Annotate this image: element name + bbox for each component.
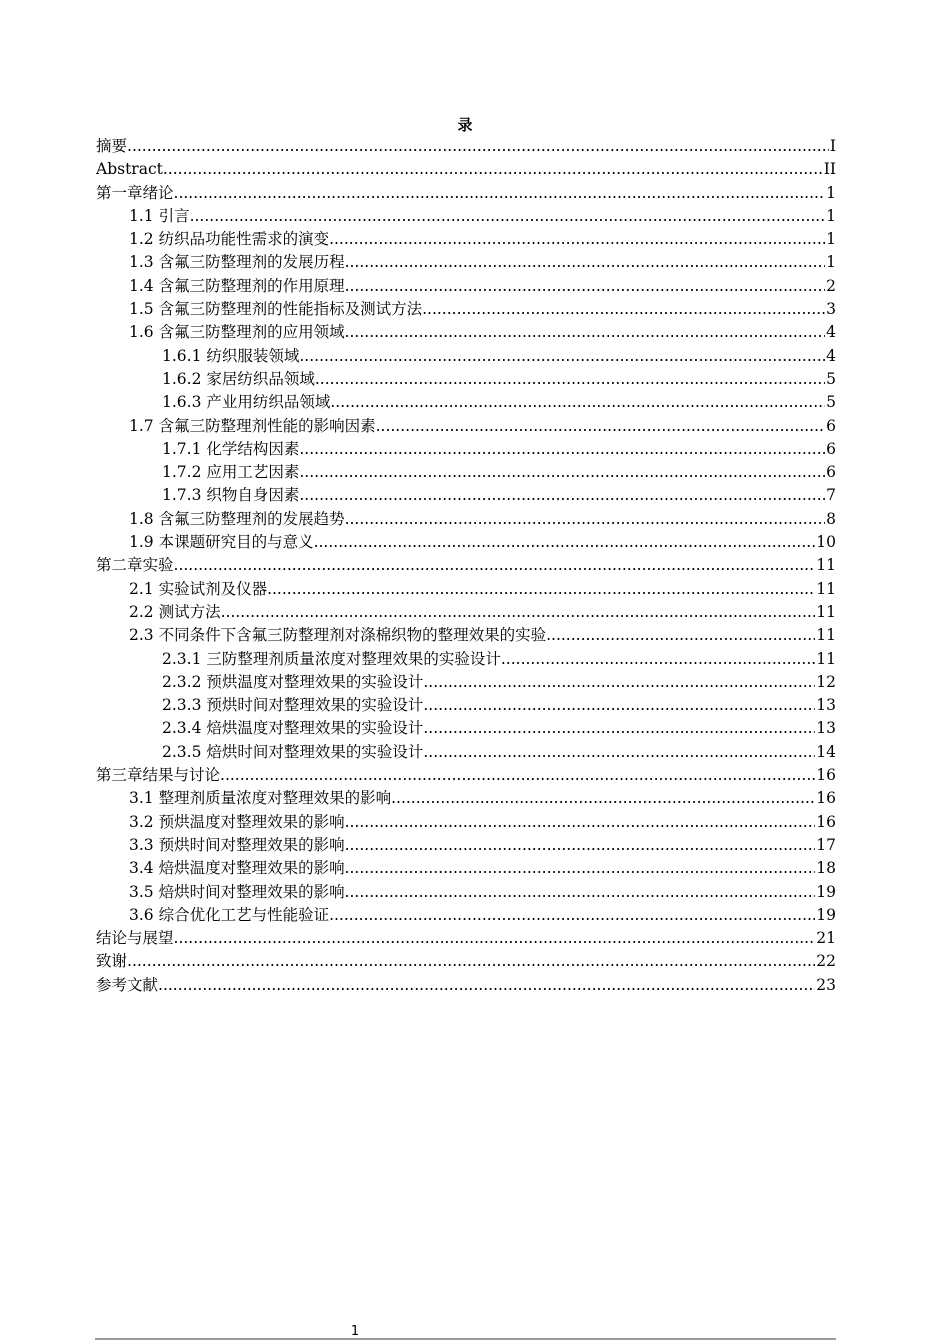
toc-entry-page: 1 — [826, 253, 836, 272]
toc-entry-page: 6 — [826, 463, 836, 482]
toc-entry[interactable] — [96, 345, 836, 368]
toc-entry[interactable] — [96, 904, 836, 927]
toc-entry[interactable] — [96, 578, 836, 601]
toc-entry[interactable] — [96, 694, 836, 717]
toc-leader-dots — [174, 554, 816, 577]
toc-leader-dots — [299, 461, 825, 484]
toc-entry-page: 4 — [826, 323, 836, 342]
toc-leader-dots — [163, 158, 823, 181]
toc-entry-title: 1.6 含氟三防整理剂的应用领域 — [129, 323, 345, 342]
toc-entry[interactable] — [96, 717, 836, 740]
toc-entry-title: 第一章绪论 — [96, 183, 174, 202]
toc-entry[interactable] — [96, 764, 836, 787]
toc-entry-title: 2.3.3 预烘时间对整理效果的实验设计 — [162, 696, 424, 715]
toc-leader-dots — [423, 671, 815, 694]
toc-leader-dots — [423, 694, 815, 717]
page-number: 1 — [350, 1324, 360, 1339]
toc-entry-title: 3.6 综合优化工艺与性能验证 — [129, 905, 330, 924]
toc-leader-dots — [315, 368, 825, 391]
toc-leader-dots — [345, 321, 826, 344]
footer-divider — [95, 1338, 836, 1340]
toc-entry-page: II — [823, 160, 836, 179]
toc-entry-title: 1.6.3 产业用纺织品领域 — [162, 393, 331, 412]
toc-entry-title: 2.2 测试方法 — [129, 602, 221, 621]
toc-entry-page: 4 — [826, 346, 836, 365]
toc-entry-title: 1.7.3 织物自身因素 — [162, 486, 300, 505]
toc-entry-title: 结论与展望 — [96, 929, 174, 948]
toc-entry-title: 2.3.2 预烘温度对整理效果的实验设计 — [162, 672, 424, 691]
toc-entry-page: 1 — [826, 230, 836, 249]
toc-entry[interactable] — [96, 787, 836, 810]
toc-entry-title: 3.4 焙烘温度对整理效果的影响 — [129, 859, 345, 878]
toc-entry-page: 1 — [826, 183, 836, 202]
toc-leader-dots — [299, 484, 825, 507]
toc-entry-title: 1.7.1 化学结构因素 — [162, 439, 300, 458]
toc-entry-title: 第三章结果与讨论 — [96, 766, 221, 785]
toc-entry-page: 13 — [816, 696, 836, 715]
toc-entry-title: 1.8 含氟三防整理剂的发展趋势 — [129, 509, 345, 528]
toc-leader-dots — [501, 648, 815, 671]
toc-entry-title: 1.4 含氟三防整理剂的作用原理 — [129, 276, 345, 295]
toc-entry-title: 2.3.4 焙烘温度对整理效果的实验设计 — [162, 719, 424, 738]
toc-entry-page: 16 — [816, 812, 836, 831]
toc-entry[interactable] — [96, 484, 836, 507]
toc-leader-dots — [314, 531, 816, 554]
toc-entry[interactable] — [96, 415, 836, 438]
toc-leader-dots — [391, 787, 815, 810]
toc-entry-title: 1.3 含氟三防整理剂的发展历程 — [129, 253, 345, 272]
toc-entry-page: 6 — [826, 439, 836, 458]
toc-entry-page: 11 — [816, 556, 836, 575]
toc-entry[interactable] — [96, 158, 836, 181]
toc-entry[interactable] — [96, 391, 836, 414]
toc-entry-page: 5 — [826, 393, 836, 412]
toc-leader-dots — [127, 950, 815, 973]
toc-entry[interactable] — [96, 811, 836, 834]
toc-entry-page: 1 — [826, 206, 836, 225]
toc-leader-dots — [345, 251, 826, 274]
toc-entry-page: 11 — [816, 579, 836, 598]
toc-entry[interactable] — [96, 228, 836, 251]
toc-entry[interactable] — [96, 624, 836, 647]
toc-entry-page: 22 — [816, 952, 836, 971]
toc-entry[interactable] — [96, 554, 836, 577]
toc-leader-dots — [267, 578, 815, 601]
toc-leader-dots — [345, 857, 816, 880]
toc-entry-title: 1.7 含氟三防整理剂性能的影响因素 — [129, 416, 376, 435]
toc-entry[interactable] — [96, 275, 836, 298]
toc-entry[interactable] — [96, 205, 836, 228]
toc-entry[interactable] — [96, 531, 836, 554]
toc-leader-dots — [345, 275, 826, 298]
toc-leader-dots — [174, 927, 816, 950]
toc-entry-page: 18 — [816, 859, 836, 878]
toc-entry-page: 5 — [826, 369, 836, 388]
toc-leader-dots — [329, 228, 825, 251]
toc-entry[interactable] — [96, 461, 836, 484]
toc-entry-title: 3.3 预烘时间对整理效果的影响 — [129, 835, 345, 854]
toc-leader-dots — [174, 182, 826, 205]
toc-entry-title: 3.1 整理剂质量浓度对整理效果的影响 — [129, 789, 392, 808]
toc-entry-title: 2.1 实验试剂及仪器 — [129, 579, 268, 598]
toc-entry[interactable] — [96, 298, 836, 321]
toc-entry-page: 11 — [816, 649, 836, 668]
toc-entry[interactable] — [96, 834, 836, 857]
toc-entry-title: Abstract — [96, 160, 163, 179]
toc-leader-dots — [423, 717, 815, 740]
toc-entry-title: 1.6.2 家居纺织品领域 — [162, 369, 315, 388]
toc-entry-page: 11 — [816, 602, 836, 621]
toc-entry[interactable] — [96, 648, 836, 671]
toc-entry-title: 1.7.2 应用工艺因素 — [162, 463, 300, 482]
toc-entry[interactable] — [96, 251, 836, 274]
toc-entry[interactable] — [96, 881, 836, 904]
toc-entry[interactable] — [96, 950, 836, 973]
toc-entry-page: 6 — [826, 416, 836, 435]
toc-entry-title: 致谢 — [96, 952, 128, 971]
toc-leader-dots — [330, 391, 825, 414]
toc-entry-page: 10 — [816, 533, 836, 552]
toc-entry-title: 3.2 预烘温度对整理效果的影响 — [129, 812, 345, 831]
toc-entry[interactable] — [96, 135, 836, 158]
toc-entry[interactable] — [96, 438, 836, 461]
toc-entry-title: 2.3 不同条件下含氟三防整理剂对涤棉织物的整理效果的实验 — [129, 626, 547, 645]
toc-entry-title: 1.1 引言 — [129, 206, 190, 225]
toc-entry-page: 12 — [816, 672, 836, 691]
toc-leader-dots — [345, 811, 816, 834]
toc-leader-dots — [345, 881, 816, 904]
toc-entry-page: 11 — [816, 626, 836, 645]
toc-entry-title: 2.3.1 三防整理剂质量浓度对整理效果的实验设计 — [162, 649, 501, 668]
toc-entry-page: 14 — [816, 742, 836, 761]
toc-entry[interactable] — [96, 182, 836, 205]
toc-entry-title: 1.5 含氟三防整理剂的性能指标及测试方法 — [129, 300, 423, 319]
toc-entry-page: 13 — [816, 719, 836, 738]
toc-entry-page: 19 — [816, 905, 836, 924]
toc-entry-title: 2.3.5 焙烘时间对整理效果的实验设计 — [162, 742, 424, 761]
toc-leader-dots — [546, 624, 815, 647]
toc-entry-title: 第二章实验 — [96, 556, 174, 575]
toc-entry-title: 1.2 纺织品功能性需求的演变 — [129, 230, 330, 249]
toc-leader-dots — [376, 415, 826, 438]
toc-entry-page: 16 — [816, 789, 836, 808]
toc-leader-dots — [299, 345, 825, 368]
toc-entry[interactable] — [96, 321, 836, 344]
toc-entry-page: 16 — [816, 766, 836, 785]
toc-entry-title: 参考文献 — [96, 975, 159, 994]
toc-leader-dots — [345, 508, 826, 531]
toc-leader-dots — [158, 974, 815, 997]
toc-leader-dots — [345, 834, 816, 857]
toc-leader-dots — [221, 601, 816, 624]
toc-leader-dots — [329, 904, 815, 927]
toc-entry[interactable] — [96, 508, 836, 531]
table-of-contents — [96, 135, 836, 997]
toc-entry-title: 1.6.1 纺织服装领域 — [162, 346, 300, 365]
toc-entry-title: 3.5 焙烘时间对整理效果的影响 — [129, 882, 345, 901]
toc-entry[interactable] — [96, 741, 836, 764]
toc-entry[interactable] — [96, 671, 836, 694]
toc-leader-dots — [220, 764, 815, 787]
toc-entry-title: 摘要 — [96, 137, 128, 155]
toc-entry-title: 1.9 本课题研究目的与意义 — [129, 533, 314, 552]
toc-entry[interactable] — [96, 368, 836, 391]
toc-entry-page: 23 — [816, 975, 836, 994]
toc-title: 录 — [457, 116, 473, 134]
toc-entry-page: 19 — [816, 882, 836, 901]
toc-entry-page: 2 — [826, 276, 836, 295]
toc-entry-page: 17 — [816, 835, 836, 854]
toc-entry[interactable] — [96, 927, 836, 950]
toc-entry-page: 21 — [816, 929, 836, 948]
toc-entry-page: 3 — [826, 300, 836, 319]
toc-leader-dots — [299, 438, 825, 461]
toc-leader-dots — [422, 298, 825, 321]
toc-leader-dots — [423, 741, 815, 764]
toc-leader-dots — [127, 135, 829, 158]
toc-entry[interactable] — [96, 857, 836, 880]
toc-leader-dots — [190, 205, 826, 228]
toc-entry[interactable] — [96, 974, 836, 997]
toc-entry[interactable] — [96, 601, 836, 624]
toc-entry-page: I — [829, 137, 836, 155]
toc-entry-page: 8 — [826, 509, 836, 528]
toc-entry-page: 7 — [826, 486, 836, 505]
